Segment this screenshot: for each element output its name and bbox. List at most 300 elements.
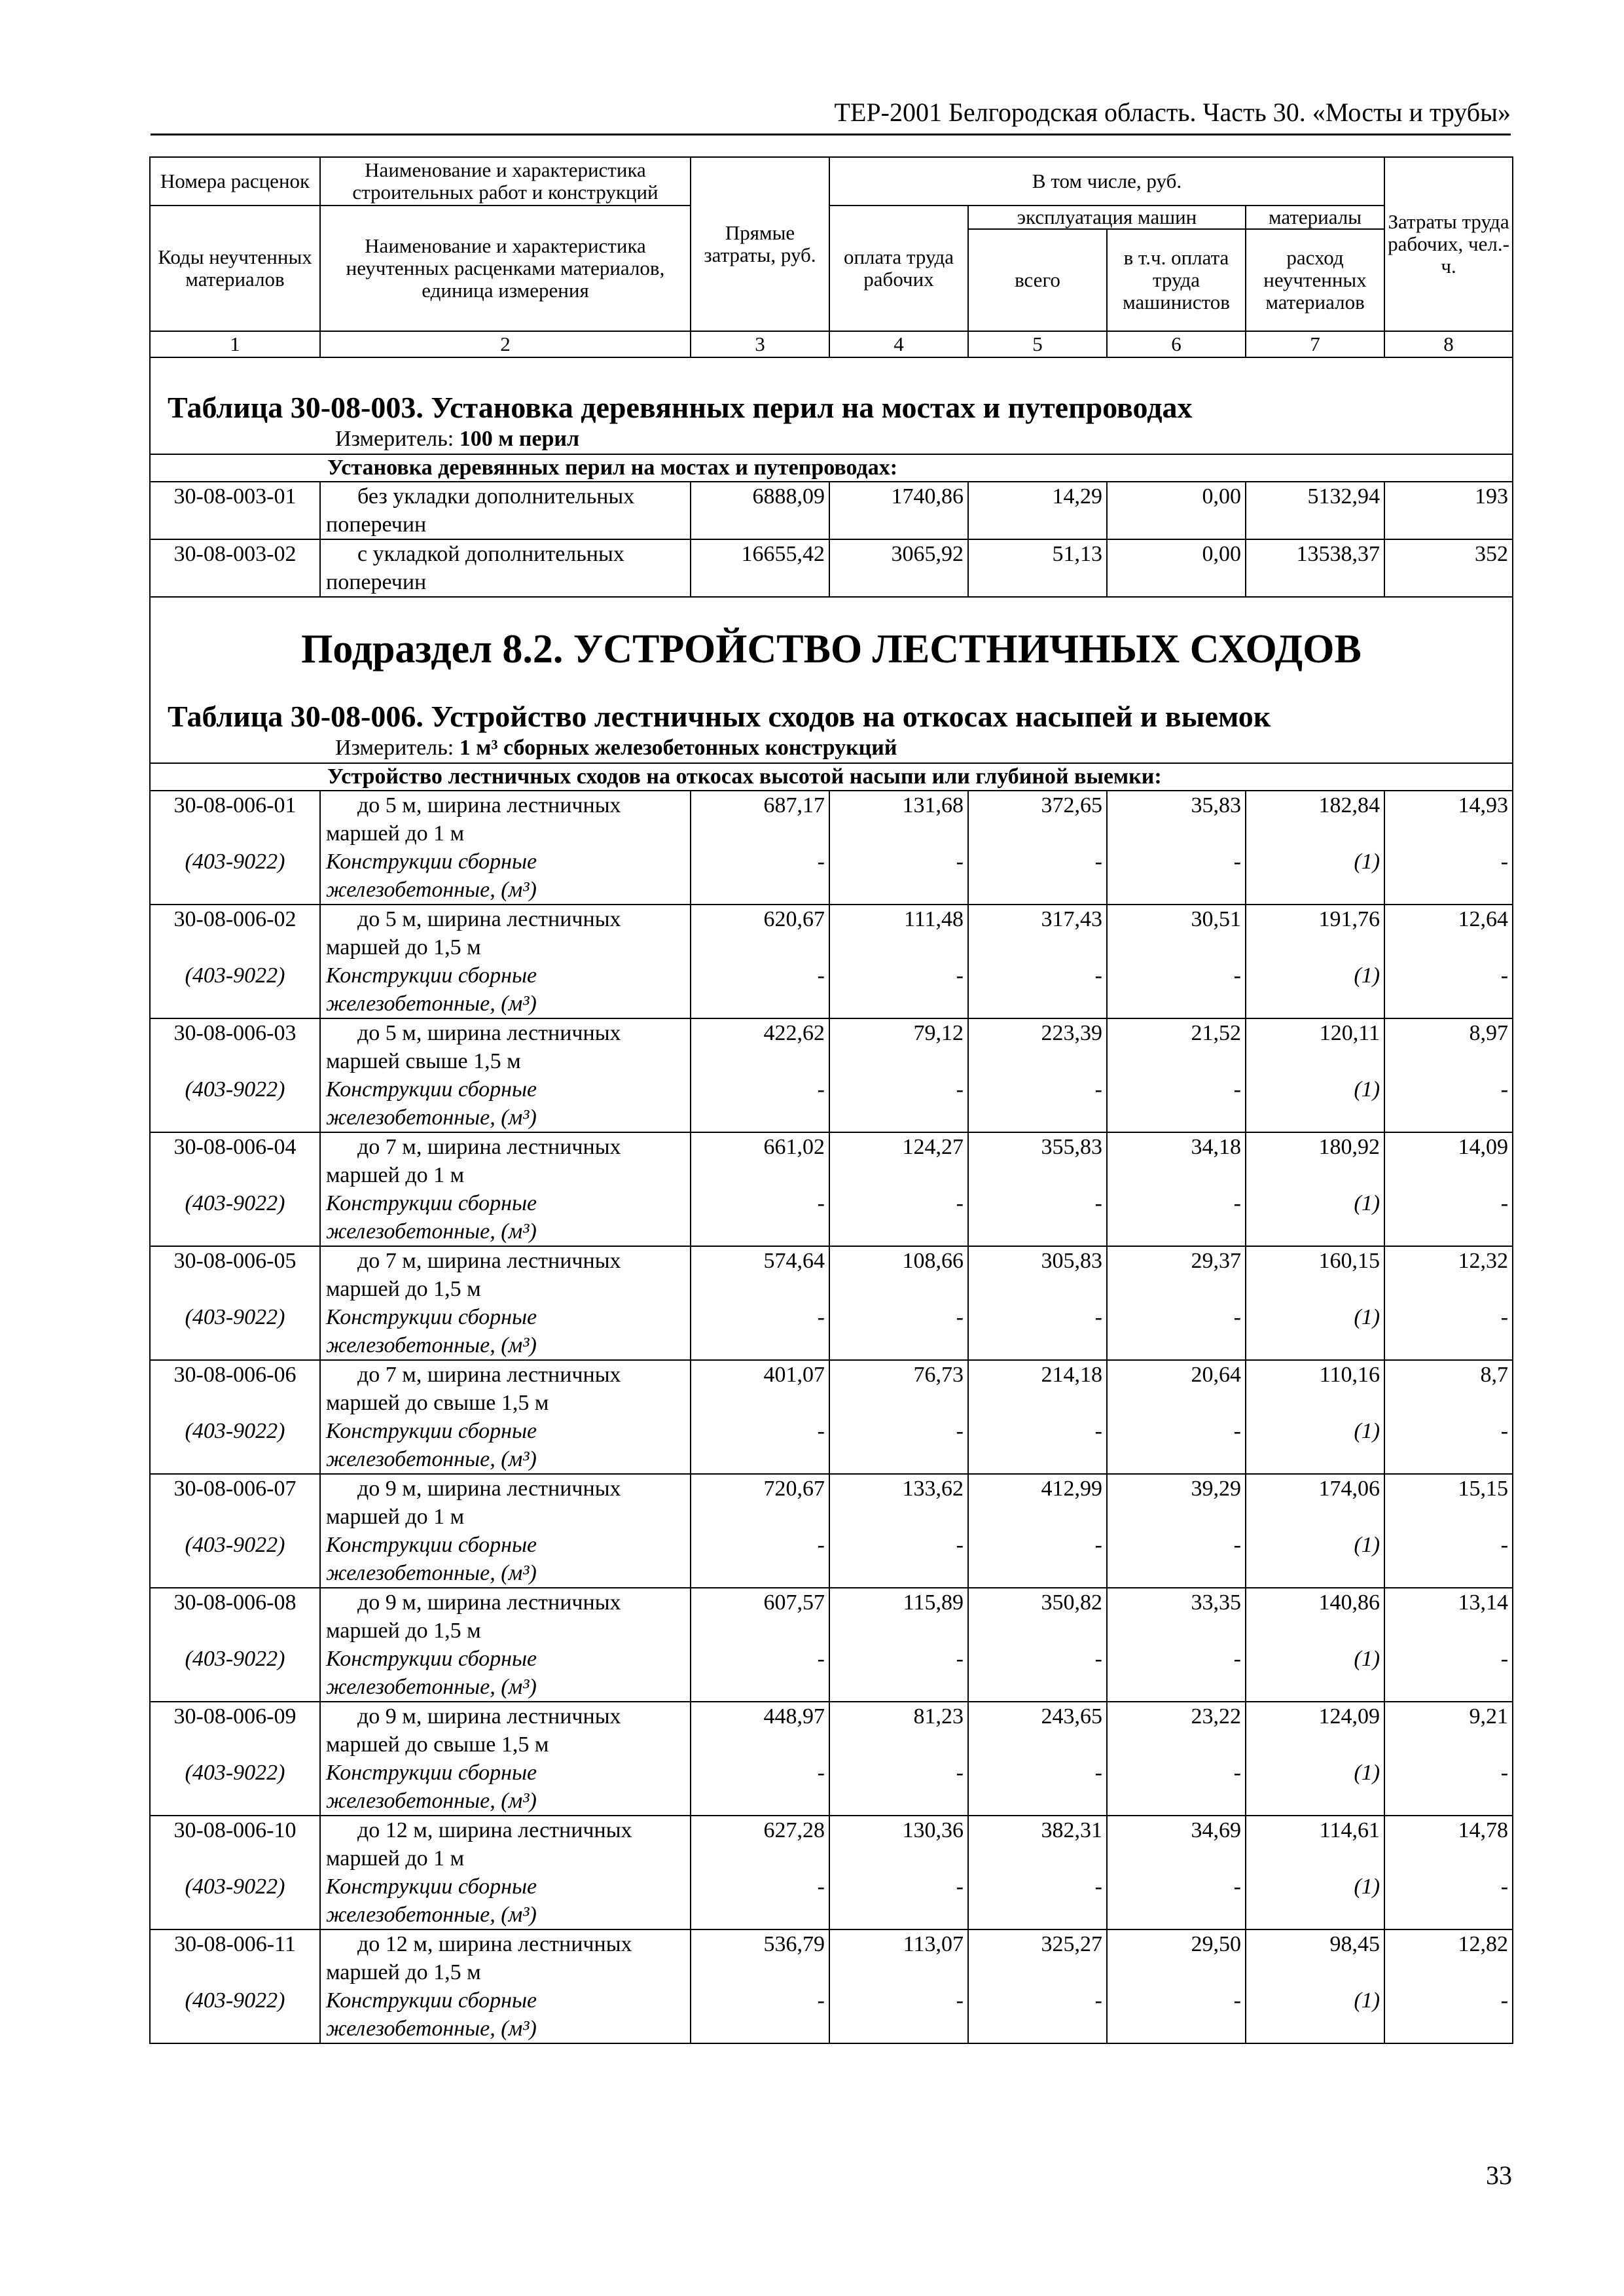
value-cell: 39,29 xyxy=(1107,1474,1246,1531)
material-value: - xyxy=(1384,961,1513,1018)
value-cell: 12,64 xyxy=(1384,905,1513,961)
value-cell: 180,92 xyxy=(1246,1132,1384,1189)
value-cell: 133,62 xyxy=(829,1474,968,1531)
material-row xyxy=(150,1759,1513,1816)
column-number: 2 xyxy=(320,331,691,357)
rate-name xyxy=(320,1018,691,1075)
rate-code: 30-08-006-03 xyxy=(150,1018,320,1075)
table-row xyxy=(150,1474,1513,1531)
value-cell: 620,67 xyxy=(691,905,829,961)
material-name-line2: железобетонные, (м³) xyxy=(326,2017,537,2041)
material-value: - xyxy=(968,1417,1107,1474)
material-name xyxy=(320,1873,691,1929)
value-cell: 382,31 xyxy=(968,1816,1107,1873)
value-cell: 191,76 xyxy=(1246,905,1384,961)
material-name-line2: железобетонные, (м³) xyxy=(326,1561,537,1585)
page-number: 33 xyxy=(1486,2161,1512,2190)
column-number: 4 xyxy=(829,331,968,357)
rate-code: 30-08-006-08 xyxy=(150,1588,320,1645)
rate-name-line1: без укладки дополнительных xyxy=(357,484,635,509)
rate-code: 30-08-006-10 xyxy=(150,1816,320,1873)
material-value: - xyxy=(968,1303,1107,1360)
material-name-line2: железобетонные, (м³) xyxy=(326,1219,537,1244)
material-value: - xyxy=(829,848,968,905)
running-header xyxy=(151,97,1511,135)
material-value: - xyxy=(1384,1645,1513,1702)
material-value: - xyxy=(691,1645,829,1702)
material-code: (403-9022) xyxy=(150,1531,320,1588)
material-value: - xyxy=(691,1986,829,2043)
rate-name-line1: до 5 м, ширина лестничных xyxy=(357,793,621,817)
material-value: - xyxy=(1384,1303,1513,1360)
col2-bottom-header: Наименование и характеристика неучтенных расценками материалов, единица измерения xyxy=(320,206,691,331)
machines-header: эксплуатация машин xyxy=(968,206,1246,229)
column-number: 5 xyxy=(968,331,1107,357)
value-cell: 111,48 xyxy=(829,905,968,961)
value-cell: 536,79 xyxy=(691,1929,829,1986)
material-code: (403-9022) xyxy=(150,1189,320,1246)
value-cell: 12,82 xyxy=(1384,1929,1513,1986)
value-cell: 661,02 xyxy=(691,1132,829,1189)
value-cell: 193 xyxy=(1384,482,1513,539)
value-cell: 5132,94 xyxy=(1246,482,1384,539)
value-cell: 34,18 xyxy=(1107,1132,1246,1189)
value-cell: 174,06 xyxy=(1246,1474,1384,1531)
value-cell: 607,57 xyxy=(691,1588,829,1645)
running-title: ТЕР-2001 Белгородская область. Часть 30. «Мосты и трубы» xyxy=(834,98,1511,127)
material-name-line1: Конструкции сборные xyxy=(326,850,537,874)
material-value: - xyxy=(691,1417,829,1474)
material-code: (403-9022) xyxy=(150,1873,320,1929)
rate-name xyxy=(320,791,691,848)
material-name-line1: Конструкции сборные xyxy=(326,1874,537,1899)
material-row xyxy=(150,1189,1513,1246)
material-name-line2: железобетонные, (м³) xyxy=(326,1789,537,1813)
value-cell: 574,64 xyxy=(691,1246,829,1303)
header-row xyxy=(150,157,1513,206)
material-row xyxy=(150,1075,1513,1132)
material-value: - xyxy=(691,1759,829,1816)
rate-name-line2: маршей до свыше 1,5 м xyxy=(326,1391,549,1415)
value-cell: 16655,42 xyxy=(691,539,829,597)
value-cell: 81,23 xyxy=(829,1702,968,1759)
rate-name-line2: поперечин xyxy=(326,570,427,594)
value-cell: 79,12 xyxy=(829,1018,968,1075)
table-row xyxy=(150,1588,1513,1645)
column-number: 7 xyxy=(1246,331,1384,357)
material-value: - xyxy=(829,1645,968,1702)
value-cell: 0,00 xyxy=(1107,539,1246,597)
material-code: (403-9022) xyxy=(150,1986,320,2043)
material-value: - xyxy=(829,1759,968,1816)
material-value: - xyxy=(1107,1645,1246,1702)
rate-name-line1: до 12 м, ширина лестничных xyxy=(357,1818,632,1842)
table-row xyxy=(150,1360,1513,1417)
rate-name xyxy=(320,1474,691,1531)
material-code: (403-9022) xyxy=(150,848,320,905)
price-table-frame xyxy=(149,156,1512,2044)
value-cell: 14,09 xyxy=(1384,1132,1513,1189)
column-number-row xyxy=(150,331,1513,357)
value-cell: 422,62 xyxy=(691,1018,829,1075)
value-cell: 352 xyxy=(1384,539,1513,597)
table-row xyxy=(150,1018,1513,1075)
material-row xyxy=(150,961,1513,1018)
value-cell: 627,28 xyxy=(691,1816,829,1873)
col1-top-header: Номера расценок xyxy=(150,157,320,206)
measure-row xyxy=(150,735,1513,763)
material-value: - xyxy=(1107,1189,1246,1246)
material-value: - xyxy=(1107,1531,1246,1588)
value-cell: 124,27 xyxy=(829,1132,968,1189)
material-value: (1) xyxy=(1246,1873,1384,1929)
value-cell: 687,17 xyxy=(691,791,829,848)
table-row xyxy=(150,1929,1513,1986)
measure-row xyxy=(150,426,1513,454)
material-value: - xyxy=(1384,1417,1513,1474)
material-value: - xyxy=(829,1303,968,1360)
rate-name xyxy=(320,1132,691,1189)
value-cell: 160,15 xyxy=(1246,1246,1384,1303)
value-cell: 14,78 xyxy=(1384,1816,1513,1873)
rate-name xyxy=(320,1929,691,1986)
material-value: (1) xyxy=(1246,1303,1384,1360)
rate-name-line1: до 9 м, ширина лестничных xyxy=(357,1590,621,1615)
col6-header: в т.ч. оплата труда машинистов xyxy=(1107,229,1246,331)
material-name-line1: Конструкции сборные xyxy=(326,1305,537,1329)
rate-name-line2: маршей до 1,5 м xyxy=(326,1960,481,1984)
material-value: - xyxy=(1384,1075,1513,1132)
material-row xyxy=(150,1986,1513,2043)
group-row xyxy=(150,763,1513,791)
table-row xyxy=(150,1246,1513,1303)
material-name-line1: Конструкции сборные xyxy=(326,1419,537,1443)
col5-header: всего xyxy=(968,229,1107,331)
value-cell: 8,7 xyxy=(1384,1360,1513,1417)
rate-code: 30-08-006-11 xyxy=(150,1929,320,1986)
material-row xyxy=(150,1303,1513,1360)
material-value: - xyxy=(1107,1075,1246,1132)
material-code: (403-9022) xyxy=(150,1759,320,1816)
rate-name xyxy=(320,482,691,539)
material-value: - xyxy=(1107,1417,1246,1474)
col4-header: оплата труда рабочих xyxy=(829,206,968,331)
rate-name-line1: до 5 м, ширина лестничных xyxy=(357,907,621,931)
material-value: - xyxy=(1384,1531,1513,1588)
material-name-line2: железобетонные, (м³) xyxy=(326,1903,537,1927)
material-value: - xyxy=(1107,1303,1246,1360)
material-row xyxy=(150,1645,1513,1702)
rate-name-line1: до 5 м, ширина лестничных xyxy=(357,1021,621,1045)
material-value: - xyxy=(1384,1759,1513,1816)
material-name-line2: железобетонные, (м³) xyxy=(326,1675,537,1699)
column-number: 6 xyxy=(1107,331,1246,357)
material-value: - xyxy=(829,1189,968,1246)
material-row xyxy=(150,1417,1513,1474)
material-value: - xyxy=(691,1075,829,1132)
rate-code: 30-08-006-09 xyxy=(150,1702,320,1759)
rate-name xyxy=(320,1360,691,1417)
value-cell: 305,83 xyxy=(968,1246,1107,1303)
column-number: 3 xyxy=(691,331,829,357)
material-value: (1) xyxy=(1246,1417,1384,1474)
col2-top-header: Наименование и характеристика строительных работ и конструкций xyxy=(320,157,691,206)
value-cell: 113,07 xyxy=(829,1929,968,1986)
header-row xyxy=(150,206,1513,229)
value-cell: 120,11 xyxy=(1246,1018,1384,1075)
material-value: - xyxy=(829,1417,968,1474)
col7-header: расход неучтенных материалов xyxy=(1246,229,1384,331)
value-cell: 33,35 xyxy=(1107,1588,1246,1645)
group-heading: Устройство лестничных сходов на откосах высотой насыпи или глубиной выемки: xyxy=(150,763,1513,791)
material-name-line1: Конструкции сборные xyxy=(326,1077,537,1102)
value-cell: 21,52 xyxy=(1107,1018,1246,1075)
rate-name-line2: маршей до 1,5 м xyxy=(326,1277,481,1301)
material-value: (1) xyxy=(1246,961,1384,1018)
material-name-line1: Конструкции сборные xyxy=(326,1988,537,2013)
value-cell: 448,97 xyxy=(691,1702,829,1759)
value-cell: 15,15 xyxy=(1384,1474,1513,1531)
material-code: (403-9022) xyxy=(150,1645,320,1702)
rate-name xyxy=(320,1816,691,1873)
group-row xyxy=(150,454,1513,482)
value-cell: 355,83 xyxy=(968,1132,1107,1189)
material-value: - xyxy=(968,848,1107,905)
rate-name-line2: маршей до свыше 1,5 м xyxy=(326,1732,549,1757)
rate-code: 30-08-006-04 xyxy=(150,1132,320,1189)
measure-label: Измеритель: xyxy=(335,736,454,760)
material-value: (1) xyxy=(1246,1986,1384,2043)
material-name xyxy=(320,1417,691,1474)
table-row xyxy=(150,1816,1513,1873)
rate-name-line1: до 9 м, ширина лестничных xyxy=(357,1704,621,1729)
measure-cell xyxy=(150,426,1513,454)
rate-code: 30-08-003-02 xyxy=(150,539,320,597)
rate-name-line2: маршей до 1 м xyxy=(326,1163,465,1187)
rate-name-line2: маршей свыше 1,5 м xyxy=(326,1049,521,1073)
rate-code: 30-08-006-06 xyxy=(150,1360,320,1417)
material-name xyxy=(320,1531,691,1588)
material-name xyxy=(320,1303,691,1360)
material-name-line2: железобетонные, (м³) xyxy=(326,878,537,902)
material-row xyxy=(150,1531,1513,1588)
value-cell: 214,18 xyxy=(968,1360,1107,1417)
materials-header: материалы xyxy=(1246,206,1384,229)
value-cell: 115,89 xyxy=(829,1588,968,1645)
value-cell: 720,67 xyxy=(691,1474,829,1531)
material-name-line1: Конструкции сборные xyxy=(326,1191,537,1215)
value-cell: 130,36 xyxy=(829,1816,968,1873)
material-value: (1) xyxy=(1246,1531,1384,1588)
value-cell: 3065,92 xyxy=(829,539,968,597)
material-value: - xyxy=(1384,1986,1513,2043)
value-cell: 8,97 xyxy=(1384,1018,1513,1075)
value-cell: 29,50 xyxy=(1107,1929,1246,1986)
measure-value: 100 м перил xyxy=(459,427,580,451)
material-value: (1) xyxy=(1246,1645,1384,1702)
material-name-line2: железобетонные, (м³) xyxy=(326,1447,537,1471)
material-row xyxy=(150,848,1513,905)
material-value: - xyxy=(1107,1759,1246,1816)
value-cell: 35,83 xyxy=(1107,791,1246,848)
material-name-line2: железобетонные, (м³) xyxy=(326,992,537,1016)
rate-name-line1: до 7 м, ширина лестничных xyxy=(357,1135,621,1159)
rate-name xyxy=(320,1702,691,1759)
rate-name-line1: до 9 м, ширина лестничных xyxy=(357,1477,621,1501)
table-title: Таблица 30-08-003. Установка деревянных перил на мостах и путепроводах xyxy=(150,357,1513,426)
material-name xyxy=(320,1645,691,1702)
value-cell: 124,09 xyxy=(1246,1702,1384,1759)
value-cell: 1740,86 xyxy=(829,482,968,539)
value-cell: 223,39 xyxy=(968,1018,1107,1075)
material-value: - xyxy=(691,1303,829,1360)
material-name-line1: Конструкции сборные xyxy=(326,1533,537,1557)
measure-cell xyxy=(150,735,1513,763)
rate-name-line2: маршей до 1 м xyxy=(326,821,465,846)
price-table xyxy=(149,156,1513,2044)
rate-name xyxy=(320,1588,691,1645)
material-code: (403-9022) xyxy=(150,1075,320,1132)
value-cell: 14,93 xyxy=(1384,791,1513,848)
col1-bottom-header: Коды неучтенных материалов xyxy=(150,206,320,331)
column-number: 1 xyxy=(150,331,320,357)
material-value: - xyxy=(1384,1873,1513,1929)
material-value: - xyxy=(968,1873,1107,1929)
material-value: (1) xyxy=(1246,1075,1384,1132)
material-value: - xyxy=(829,1075,968,1132)
material-value: - xyxy=(829,1873,968,1929)
material-name-line1: Конструкции сборные xyxy=(326,1761,537,1785)
material-value: (1) xyxy=(1246,1759,1384,1816)
value-cell: 317,43 xyxy=(968,905,1107,961)
material-name-line1: Конструкции сборные xyxy=(326,963,537,988)
material-value: - xyxy=(1384,1189,1513,1246)
column-number: 8 xyxy=(1384,331,1513,357)
value-cell: 114,61 xyxy=(1246,1816,1384,1873)
measure-value: 1 м³ сборных железобетонных конструкций xyxy=(459,736,897,760)
material-name-line2: железобетонные, (м³) xyxy=(326,1333,537,1357)
rate-name xyxy=(320,905,691,961)
value-cell: 6888,09 xyxy=(691,482,829,539)
rate-name-line1: до 12 м, ширина лестничных xyxy=(357,1932,632,1956)
table-row xyxy=(150,905,1513,961)
value-cell: 243,65 xyxy=(968,1702,1107,1759)
material-value: - xyxy=(968,1075,1107,1132)
value-cell: 182,84 xyxy=(1246,791,1384,848)
material-value: - xyxy=(829,1531,968,1588)
value-cell: 0,00 xyxy=(1107,482,1246,539)
material-value: - xyxy=(829,1986,968,2043)
value-cell: 29,37 xyxy=(1107,1246,1246,1303)
table-row xyxy=(150,1702,1513,1759)
value-cell: 14,29 xyxy=(968,482,1107,539)
material-code: (403-9022) xyxy=(150,961,320,1018)
value-cell: 76,73 xyxy=(829,1360,968,1417)
material-value: (1) xyxy=(1246,848,1384,905)
material-value: - xyxy=(1384,848,1513,905)
value-cell: 51,13 xyxy=(968,539,1107,597)
value-cell: 98,45 xyxy=(1246,1929,1384,1986)
value-cell: 23,22 xyxy=(1107,1702,1246,1759)
table-row xyxy=(150,1132,1513,1189)
table-row xyxy=(150,791,1513,848)
col8-header: Затраты труда рабочих, чел.-ч. xyxy=(1384,157,1513,331)
value-cell: 412,99 xyxy=(968,1474,1107,1531)
material-name xyxy=(320,1986,691,2043)
material-name-line1: Конструкции сборные xyxy=(326,1647,537,1671)
material-value: - xyxy=(1107,961,1246,1018)
value-cell: 108,66 xyxy=(829,1246,968,1303)
material-value: - xyxy=(691,961,829,1018)
rate-name xyxy=(320,539,691,597)
material-value: - xyxy=(829,961,968,1018)
material-value: - xyxy=(968,1189,1107,1246)
rate-name-line2: маршей до 1,5 м xyxy=(326,935,481,960)
material-value: - xyxy=(691,848,829,905)
material-name xyxy=(320,848,691,905)
rate-name-line1: до 7 м, ширина лестничных xyxy=(357,1249,621,1273)
rate-code: 30-08-006-05 xyxy=(150,1246,320,1303)
material-name-line2: железобетонные, (м³) xyxy=(326,1105,537,1130)
table-row xyxy=(150,539,1513,597)
material-name xyxy=(320,1759,691,1816)
rate-code: 30-08-006-01 xyxy=(150,791,320,848)
value-cell: 13538,37 xyxy=(1246,539,1384,597)
table-row xyxy=(150,482,1513,539)
subsection-title: Подраздел 8.2. УСТРОЙСТВО ЛЕСТНИЧНЫХ СХОДОВ xyxy=(150,597,1513,679)
rate-name-line2: маршей до 1,5 м xyxy=(326,1619,481,1643)
material-name xyxy=(320,1075,691,1132)
rate-name-line1: с укладкой дополнительных xyxy=(357,542,624,566)
material-value: - xyxy=(968,1986,1107,2043)
rate-name-line2: поперечин xyxy=(326,512,427,537)
rate-code: 30-08-003-01 xyxy=(150,482,320,539)
value-cell: 325,27 xyxy=(968,1929,1107,1986)
material-value: - xyxy=(968,961,1107,1018)
material-value: - xyxy=(1107,1986,1246,2043)
material-value: (1) xyxy=(1246,1189,1384,1246)
measure-label: Измеритель: xyxy=(335,427,454,451)
material-value: - xyxy=(1107,848,1246,905)
table-title-row xyxy=(150,679,1513,735)
material-code: (403-9022) xyxy=(150,1303,320,1360)
value-cell: 131,68 xyxy=(829,791,968,848)
value-cell: 30,51 xyxy=(1107,905,1246,961)
value-cell: 9,21 xyxy=(1384,1702,1513,1759)
value-cell: 401,07 xyxy=(691,1360,829,1417)
rate-name-line1: до 7 м, ширина лестничных xyxy=(357,1363,621,1387)
material-name xyxy=(320,961,691,1018)
value-cell: 110,16 xyxy=(1246,1360,1384,1417)
subsection-title-row xyxy=(150,597,1513,679)
rate-name-line2: маршей до 1 м xyxy=(326,1505,465,1529)
material-code: (403-9022) xyxy=(150,1417,320,1474)
value-cell: 350,82 xyxy=(968,1588,1107,1645)
table-title-row xyxy=(150,357,1513,426)
material-value: - xyxy=(968,1645,1107,1702)
rate-code: 30-08-006-07 xyxy=(150,1474,320,1531)
material-name xyxy=(320,1189,691,1246)
value-cell: 372,65 xyxy=(968,791,1107,848)
value-cell: 20,64 xyxy=(1107,1360,1246,1417)
material-value: - xyxy=(691,1189,829,1246)
material-value: - xyxy=(968,1531,1107,1588)
material-value: - xyxy=(1107,1873,1246,1929)
value-cell: 13,14 xyxy=(1384,1588,1513,1645)
value-cell: 34,69 xyxy=(1107,1816,1246,1873)
value-cell: 140,86 xyxy=(1246,1588,1384,1645)
rate-code: 30-08-006-02 xyxy=(150,905,320,961)
